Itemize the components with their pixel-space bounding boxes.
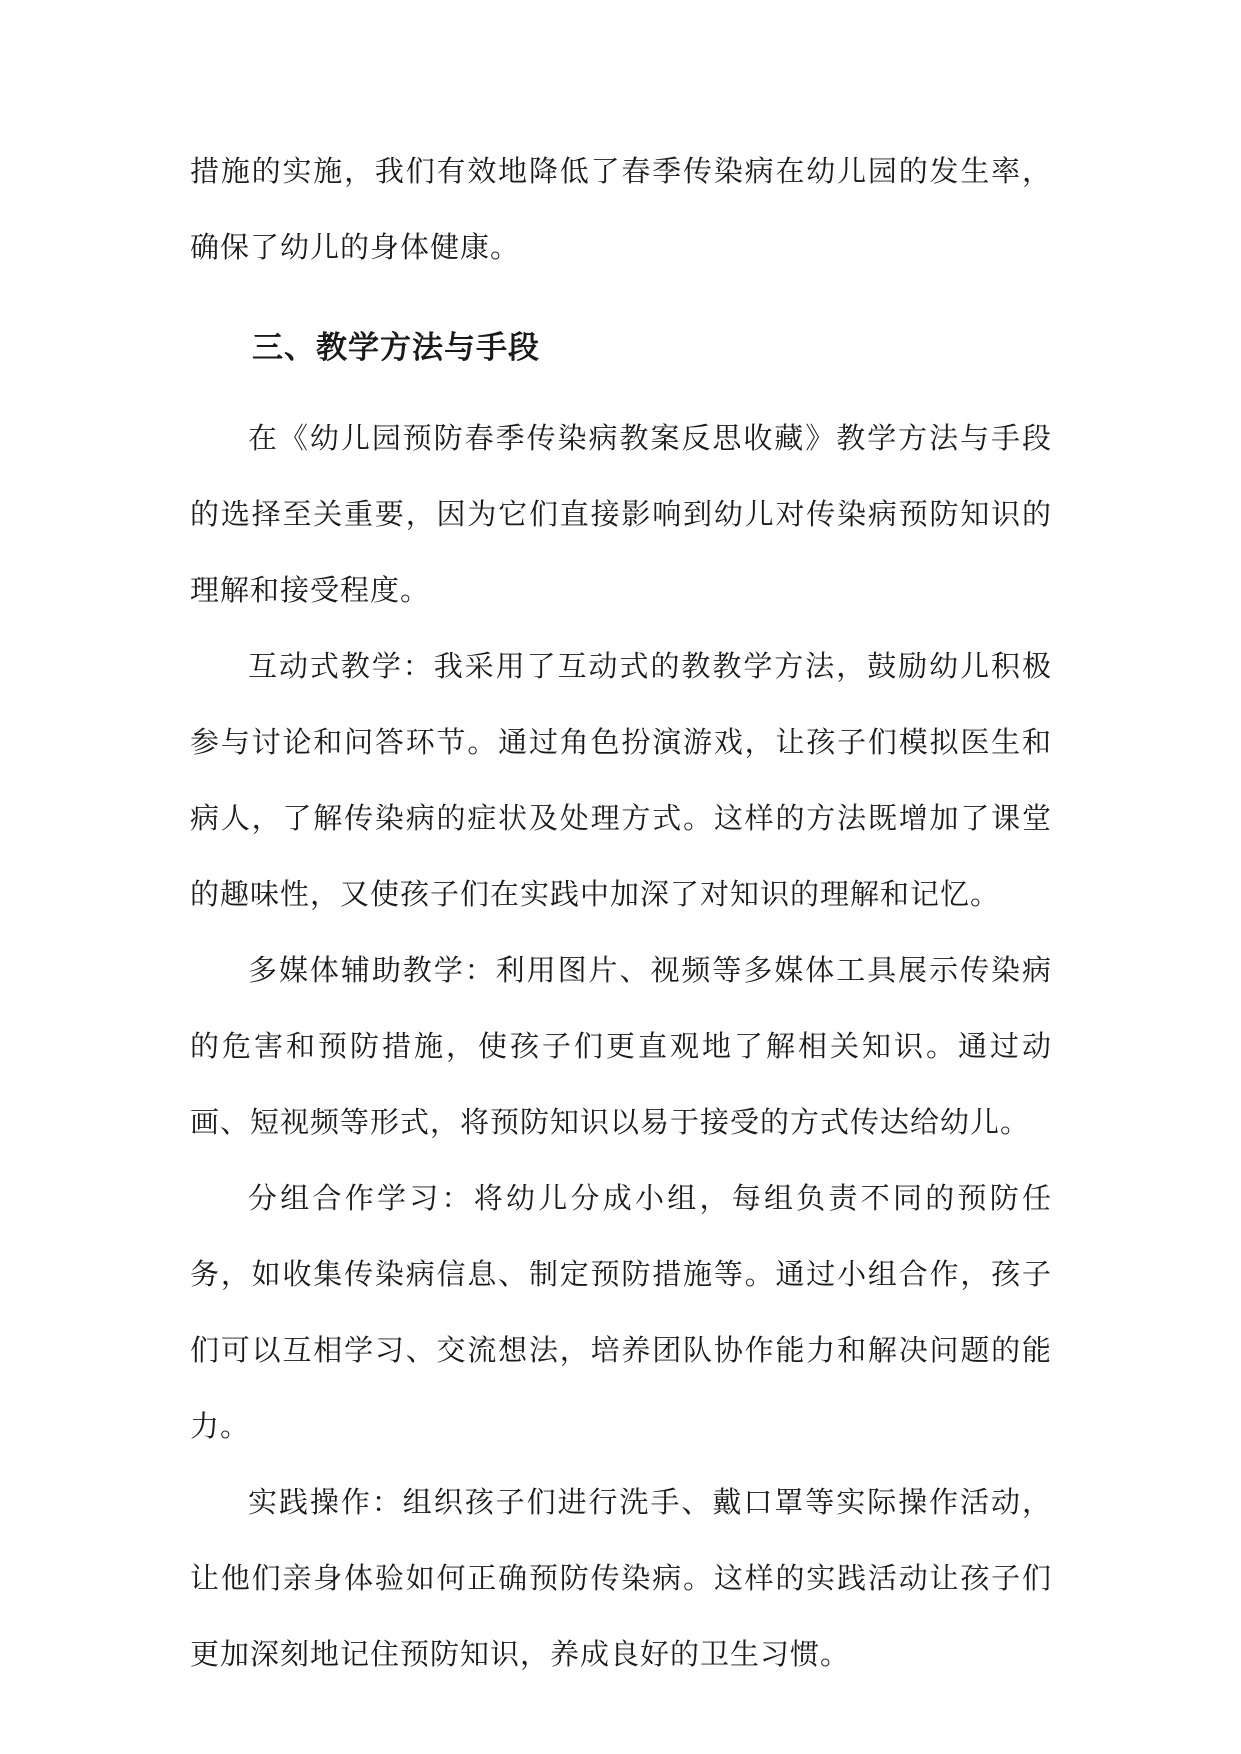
body-paragraph: 多媒体辅助教学：利用图片、视频等多媒体工具展示传染病的危害和预防措施，使孩子们更直观地了解相关知识。通过动画、短视频等形式，将预防知识以易于接受的方式传达给幼儿。 [190,953,1052,1139]
body-paragraph: 分组合作学习：将幼儿分成小组，每组负责不同的预防任务，如收集传染病信息、制定预防措施等。通过小组合作，孩子们可以互相学习、交流想法，培养团队协作能力和解决问题的能力。 [190,1181,1052,1443]
continuation-paragraph: 措施的实施，我们有效地降低了春季传染病在幼儿园的发生率，确保了幼儿的身体健康。 [190,154,1052,264]
body-paragraph: 互动式教学：我采用了互动式的教教学方法，鼓励幼儿积极参与讨论和问答环节。通过角色扮演游戏，让孩子们模拟医生和病人，了解传染病的症状及处理方式。这样的方法既增加了课堂的趣味性，又使孩子们在实践中加深了对知识的理解和记忆。 [190,649,1052,911]
body-paragraph: 在《幼儿园预防春季传染病教案反思收藏》教学方法与手段的选择至关重要，因为它们直接影响到幼儿对传染病预防知识的理解和接受程度。 [190,421,1052,607]
continuation-block [190,133,1052,285]
section-body [190,400,1052,1692]
section-heading: 三、教学方法与手段 [252,330,540,366]
body-paragraph: 实践操作：组织孩子们进行洗手、戴口罩等实际操作活动，让他们亲身体验如何正确预防传染病。这样的实践活动让孩子们更加深刻地记住预防知识，养成良好的卫生习惯。 [190,1485,1052,1671]
